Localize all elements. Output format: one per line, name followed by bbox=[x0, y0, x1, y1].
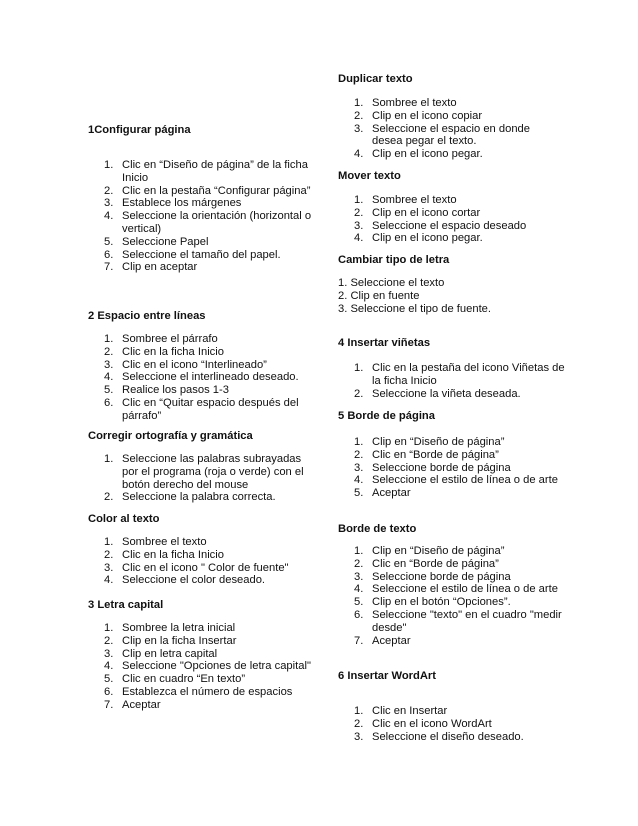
section-heading-duplicar: Duplicar texto bbox=[338, 73, 413, 85]
list-item bbox=[88, 491, 318, 504]
list-item: 2. Clip en fuente bbox=[338, 289, 420, 302]
list-item-text: Seleccione "Opciones de letra capital" bbox=[122, 660, 311, 673]
list-color bbox=[88, 536, 318, 587]
list-item-text: Sombree el texto bbox=[372, 194, 457, 206]
list-item-number: 4. bbox=[104, 210, 114, 223]
list-item bbox=[338, 558, 574, 571]
section-heading-vinetas: 4 Insertar viñetas bbox=[338, 337, 431, 349]
list-item-text: Seleccione la orientación (horizontal o vertical) bbox=[122, 210, 312, 235]
list-item-number: 1. bbox=[354, 705, 364, 717]
list-item-number: 3. bbox=[354, 461, 364, 474]
list-item-text: Seleccione el interlineado deseado. bbox=[122, 371, 299, 384]
list-item-number: 4. bbox=[104, 660, 114, 673]
list-item-text: Clic en el icono “Interlineado” bbox=[122, 358, 267, 371]
list-item bbox=[88, 453, 318, 491]
list-ortografia bbox=[88, 453, 318, 504]
list-item-number: 3. bbox=[104, 358, 114, 371]
list-item-text: Clip en letra capital bbox=[122, 647, 218, 660]
list-item-text: Clic en la ficha Inicio bbox=[122, 345, 224, 358]
list-item-number: 4. bbox=[354, 232, 364, 245]
list-item-number: 1. bbox=[354, 97, 364, 109]
list-item bbox=[338, 474, 574, 487]
list-item-text: Sombree el texto bbox=[372, 97, 457, 109]
list-item bbox=[88, 197, 318, 210]
list-item-text: Sombree el texto bbox=[122, 536, 207, 548]
list-item-text: Seleccione la palabra correcta. bbox=[122, 491, 276, 504]
list-item-text: Aceptar bbox=[122, 698, 161, 711]
list-item-number: 2. bbox=[354, 557, 364, 570]
list-item-text: Clic en “Borde de página” bbox=[372, 557, 499, 570]
list-item bbox=[88, 686, 318, 699]
list-item: 3. Seleccione el tipo de fuente. bbox=[338, 302, 492, 315]
list-item bbox=[88, 549, 318, 562]
list-item bbox=[338, 596, 574, 609]
list-item bbox=[338, 148, 548, 161]
list-item-text: Seleccione el tamaño del papel. bbox=[122, 248, 281, 261]
list-item bbox=[338, 449, 574, 462]
list-item-text: Seleccione el espacio en donde desea pegar el texto. bbox=[372, 122, 530, 148]
list-item bbox=[338, 571, 574, 584]
list-item bbox=[338, 462, 574, 475]
list-item bbox=[338, 194, 568, 207]
list-item-text: Seleccione las palabras subrayadas por el programa (roja o verde) con el botón derecho del mouse bbox=[122, 453, 304, 491]
list-item-text: Clic en “Diseño de página” de la ficha Inicio bbox=[122, 159, 308, 184]
list-item-text: Aceptar bbox=[372, 487, 411, 500]
list-item-number: 2. bbox=[104, 345, 114, 358]
list-item bbox=[338, 232, 568, 245]
list-item-text: Establece los márgenes bbox=[122, 197, 242, 210]
list-item-number: 2. bbox=[354, 109, 364, 122]
list-item bbox=[88, 185, 318, 198]
list-item bbox=[88, 673, 318, 686]
list-item-number: 3. bbox=[104, 197, 114, 210]
section-heading-borde-pagina: 5 Borde de página bbox=[338, 410, 435, 422]
list-item-number: 1. bbox=[104, 536, 114, 548]
list-vinetas bbox=[338, 362, 568, 400]
section-heading-tipo-letra: Cambiar tipo de letra bbox=[338, 254, 450, 266]
list-item-number: 3. bbox=[354, 730, 364, 743]
list-item-text: Seleccione el estilo de línea o de arte bbox=[372, 474, 558, 487]
list-item-number: 1. bbox=[104, 622, 114, 634]
list-item-number: 2. bbox=[354, 387, 364, 400]
list-item-text: Seleccione el espacio deseado bbox=[372, 219, 527, 232]
list-item-text: Seleccione el estilo de línea o de arte bbox=[372, 583, 558, 596]
list-item-number: 4. bbox=[104, 574, 114, 587]
section-heading-borde-texto: Borde de texto bbox=[338, 523, 417, 535]
list-item-number: 7. bbox=[104, 261, 114, 274]
list-item-number: 2. bbox=[104, 184, 114, 197]
list-item-number: 4. bbox=[354, 474, 364, 487]
list-item bbox=[338, 635, 574, 648]
list-item-text: Clic en cuadro “En texto” bbox=[122, 673, 246, 686]
list-item bbox=[338, 97, 548, 110]
list-item bbox=[88, 622, 318, 635]
list-item bbox=[88, 574, 318, 587]
list-item bbox=[88, 384, 303, 397]
list-item-text: Clip en “Diseño de página” bbox=[372, 436, 505, 448]
list-configurar bbox=[88, 159, 318, 274]
section-heading-color: Color al texto bbox=[88, 513, 160, 525]
list-item-text: Sombree la letra inicial bbox=[122, 622, 236, 634]
list-item-number: 5. bbox=[104, 384, 114, 397]
list-wordart bbox=[338, 705, 568, 743]
list-item bbox=[338, 436, 574, 449]
list-item-text: Clip en el icono pegar. bbox=[372, 232, 483, 245]
list-item-number: 6. bbox=[104, 685, 114, 698]
list-item bbox=[338, 487, 574, 500]
list-item-number: 5. bbox=[104, 235, 114, 248]
section-heading-espacio: 2 Espacio entre líneas bbox=[88, 310, 206, 322]
list-item bbox=[338, 388, 568, 401]
list-item-text: Clip en aceptar bbox=[122, 261, 198, 274]
list-item bbox=[88, 159, 318, 185]
list-item bbox=[338, 362, 568, 388]
list-item bbox=[88, 346, 303, 359]
list-item bbox=[88, 371, 303, 384]
list-item-number: 6. bbox=[104, 248, 114, 261]
list-item-number: 3. bbox=[104, 561, 114, 574]
list-item-text: Seleccione borde de página bbox=[372, 570, 511, 583]
list-item-number: 3. bbox=[354, 219, 364, 232]
list-item bbox=[88, 635, 318, 648]
list-borde-pagina bbox=[338, 436, 574, 500]
list-item bbox=[88, 249, 318, 262]
list-item-number: 6. bbox=[354, 608, 364, 621]
list-item bbox=[338, 705, 568, 718]
section-heading-letra-capital: 3 Letra capital bbox=[88, 599, 164, 611]
section-heading-wordart: 6 Insertar WordArt bbox=[338, 670, 437, 682]
list-duplicar bbox=[338, 97, 548, 161]
list-item-text: Clip en el icono pegar. bbox=[372, 148, 483, 161]
list-item-number: 2. bbox=[104, 491, 114, 504]
list-item-text: Clip en “Diseño de página” bbox=[372, 545, 505, 557]
section-heading-ortografia: Corregir ortografía y gramática bbox=[88, 430, 253, 442]
list-item-number: 3. bbox=[354, 570, 364, 583]
list-item bbox=[88, 648, 318, 661]
list-item-text: Clic en el icono WordArt bbox=[372, 717, 492, 730]
list-item-text: Seleccione borde de página bbox=[372, 461, 511, 474]
list-item bbox=[88, 359, 303, 372]
list-item-text: Aceptar bbox=[372, 634, 411, 647]
list-item-number: 4. bbox=[104, 371, 114, 384]
list-item-text: Clip en la ficha Insertar bbox=[122, 634, 237, 647]
section-heading-mover: Mover texto bbox=[338, 170, 401, 182]
list-letra-capital bbox=[88, 622, 318, 712]
list-item-number: 5. bbox=[354, 596, 364, 609]
list-item-text: Seleccione la viñeta deseada. bbox=[372, 387, 521, 400]
list-item bbox=[338, 123, 548, 149]
list-item bbox=[338, 583, 574, 596]
list-item-number: 1. bbox=[104, 453, 114, 465]
list-item bbox=[88, 333, 303, 346]
list-item-text: Seleccione el color deseado. bbox=[122, 574, 266, 587]
list-espacio bbox=[88, 333, 303, 423]
list-item-number: 7. bbox=[354, 634, 364, 647]
list-item bbox=[338, 609, 574, 635]
list-item-number: 2. bbox=[354, 448, 364, 461]
list-item-number: 4. bbox=[354, 583, 364, 596]
list-item: 1. Seleccione el texto bbox=[338, 277, 445, 289]
list-item bbox=[88, 210, 318, 236]
list-item bbox=[88, 536, 318, 549]
section-heading-configurar: 1Configurar página bbox=[88, 124, 191, 136]
list-item-text: Clip en el icono cortar bbox=[372, 206, 481, 219]
list-item bbox=[88, 261, 318, 274]
list-item bbox=[338, 718, 568, 731]
list-item-number: 1. bbox=[354, 436, 364, 448]
list-item bbox=[88, 699, 318, 712]
list-item bbox=[338, 545, 574, 558]
list-item bbox=[338, 220, 568, 233]
list-item bbox=[338, 110, 548, 123]
list-item-number: 2. bbox=[104, 634, 114, 647]
list-item-text: Clip en el botón “Opciones”. bbox=[372, 596, 511, 609]
list-item bbox=[88, 660, 318, 673]
list-item-number: 3. bbox=[104, 647, 114, 660]
list-item-text: Sombree el párrafo bbox=[122, 333, 218, 345]
list-item-number: 1. bbox=[354, 545, 364, 557]
list-mover bbox=[338, 194, 568, 245]
list-item-number: 4. bbox=[354, 148, 364, 161]
list-item bbox=[88, 397, 303, 423]
list-item-text: Seleccione el diseño deseado. bbox=[372, 730, 524, 743]
list-item bbox=[338, 731, 568, 744]
list-item-number: 2. bbox=[354, 206, 364, 219]
list-item-text: Establezca el número de espacios bbox=[122, 685, 293, 698]
list-item-number: 2. bbox=[104, 548, 114, 561]
list-item-text: Realice los pasos 1-3 bbox=[122, 384, 229, 397]
list-item-text: Clic en la pestaña del icono Viñetas de la ficha Inicio bbox=[372, 362, 565, 387]
list-item-number: 1. bbox=[104, 159, 114, 171]
list-item-number: 2. bbox=[354, 717, 364, 730]
list-item-text: Clic en “Borde de página” bbox=[372, 448, 499, 461]
list-item-text: Clic en la pestaña “Configurar página” bbox=[122, 184, 311, 197]
list-item-number: 5. bbox=[354, 487, 364, 500]
list-item-text: Seleccione "texto" en el cuadro "medir desde" bbox=[372, 608, 562, 634]
list-item-number: 1. bbox=[354, 362, 364, 374]
list-tipo-letra bbox=[338, 277, 568, 315]
list-item bbox=[88, 562, 318, 575]
list-item bbox=[88, 236, 318, 249]
list-item-number: 1. bbox=[104, 333, 114, 345]
list-item-number: 5. bbox=[104, 673, 114, 686]
list-item-text: Clic en la ficha Inicio bbox=[122, 548, 224, 561]
list-item-text: Seleccione Papel bbox=[122, 235, 209, 248]
list-item-number: 1. bbox=[354, 194, 364, 206]
list-item-number: 3. bbox=[354, 122, 364, 135]
list-item-number: 6. bbox=[104, 396, 114, 409]
list-item-number: 7. bbox=[104, 698, 114, 711]
list-item-text: Clic en “Quitar espacio después del párrafo” bbox=[122, 396, 299, 422]
list-item-text: Clip en el icono copiar bbox=[372, 109, 483, 122]
list-item-text: Clic en Insertar bbox=[372, 705, 448, 717]
list-item-text: Clic en el icono " Color de fuente" bbox=[122, 561, 289, 574]
list-item bbox=[338, 207, 568, 220]
list-borde-texto bbox=[338, 545, 574, 647]
